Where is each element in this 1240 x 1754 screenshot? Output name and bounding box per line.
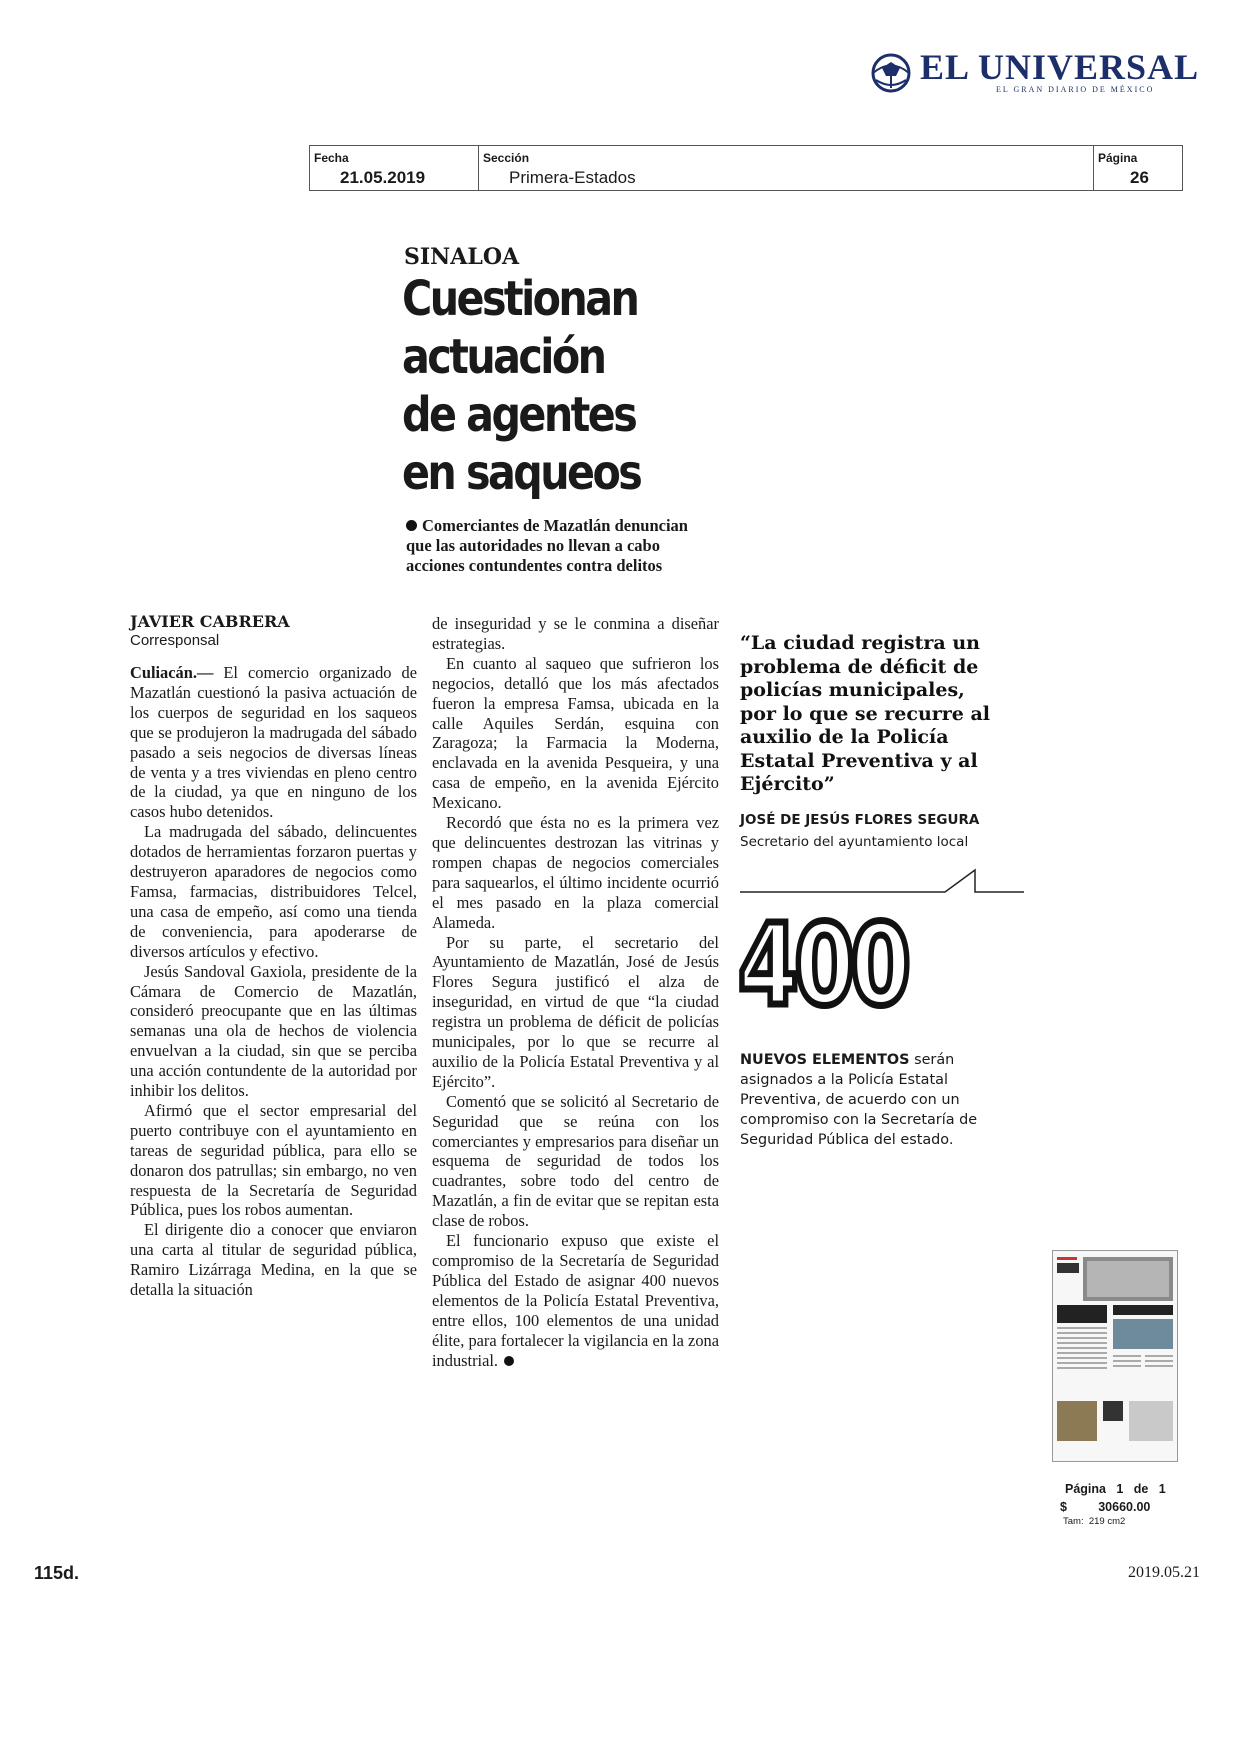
paragraph: Afirmó que el sector empresarial del puerto contribuye con el ayuntamiento en tareas de seguridad pública, para ello se donaron dos patrullas; sin embargo, no ven respuesta de la Secretaría de Seguridad Pública, pues los robos aumentan. (130, 1100, 417, 1220)
footer-date: 2019.05.21 (1128, 1564, 1200, 1581)
body-column-1 (130, 663, 417, 1300)
stat-number: 400 (738, 901, 907, 1031)
clipping-code: 115d. (34, 1563, 80, 1583)
paragraph: de inseguridad y se le conmina a diseñar estrategias. (432, 614, 719, 653)
dateline: Culiacán.— (130, 663, 214, 682)
paragraph: El dirigente dio a conocer que enviaron una carta al titular de seguridad pública, Ramiro Lizárraga Medina, en la que se detalla la situación (130, 1220, 417, 1300)
paragraph: Culiacán.— El comercio organizado de Mazatlán cuestionó la pasiva actuación de los cuerpos de seguridad en los saqueos que se produjeron la madrugada del sábado pasado a seis negocios de diversas líneas de venta y a tres viviendas en pleno centro de la ciudad, ya que en ninguno de los casos hubo detenidos. (130, 663, 417, 822)
stat-caption-text: serán asignados a la Policía Estatal Preventiva, de acuerdo con un compromiso con la Secretaría de Seguridad Pública del estado. (740, 1052, 978, 1148)
body-column-2 (432, 614, 719, 1370)
pagina-value: 26 (1130, 168, 1149, 187)
headline-line: actuación (402, 329, 605, 385)
seccion-value: Primera-Estados (509, 168, 636, 187)
paragraph: Recordó que ésta no es la primera vez que delincuentes destrozan las vitrinas y rompen chapas de negocios comerciales para saquearlos, el último incidente ocurrió el mes pasado en la plaza comercial Alameda. (432, 813, 719, 932)
paragraph: La madrugada del sábado, delincuentes dotados de herramientas forzaron puertas y destruyeron aparadores de negocios como Famsa, farmacias, distribuidores Telcel, una casa de empeño, así como una tienda de conveniencia, para apoderarse de diversos artículos y efectivo. (130, 822, 417, 961)
paragraph: Por su parte, el secretario del Ayuntamiento de Mazatlán, José de Jesús Flores Segura justificó el alza de inseguridad, en virtud de que “la ciudad registra un problema de déficit de policías municipales, por lo que se recurre al auxilio de la Policía Estatal Preventiva y al Ejército”. (432, 932, 719, 1091)
logo-wordmark: EL UNIVERSAL (920, 47, 1200, 87)
quote-author: JOSÉ DE JESÚS FLORES SEGURA (740, 812, 980, 828)
stat-caption (740, 1050, 1030, 1150)
article-headline (402, 270, 641, 502)
deck-text: Comerciantes de Mazatlán denuncian que las autoridades no llevan a cabo acciones contundentes contra delitos (406, 516, 688, 575)
fecha-label: Fecha (314, 151, 349, 165)
paragraph: El funcionario expuso que existe el compromiso de la Secretaría de Seguridad Pública del Estado de asignar 400 nuevos elementos de la Policía Estatal Preventiva, entre ellos, 100 elementos de una unidad élite, para fortalecer la vigilancia en la zona industrial. (432, 1231, 719, 1370)
byline-name: JAVIER CABRERA (130, 612, 290, 631)
article-deck (406, 516, 706, 576)
fecha-value: 21.05.2019 (340, 168, 426, 187)
divider-line (740, 868, 1024, 894)
bullet-icon (406, 520, 417, 531)
headline-line: Cuestionan (402, 271, 638, 327)
page-count: Página 1 de 1 (1065, 1482, 1166, 1496)
pull-quote: “La ciudad registra un problema de déficit de policías municipales, por lo que se recurre al auxilio de la Policía Estatal Preventiva y al Ejército” (740, 632, 991, 795)
page-thumbnail-icon (1052, 1250, 1178, 1462)
headline-line: de agentes (402, 387, 636, 443)
byline-role: Corresponsal (130, 632, 220, 649)
clipping-size: Tam: 219 cm2 (1063, 1516, 1126, 1527)
paragraph: Jesús Sandoval Gaxiola, presidente de la Cámara de Comercio de Mazatlán, consideró preocupante que en las últimas semanas una ola de hechos de violencia envuelvan a la ciudad, sin que se perciba una acción contundente de la autoridad por inhibir los delitos. (130, 961, 417, 1101)
paragraph: En cuanto al saqueo que sufrieron los negocios, detalló que los más afectados fueron la empresa Famsa, ubicada en la calle Aquiles Serdán, esquina con Zaragoza; la Farmacia la Moderna, enclavada en la avenida Pesqueira, y una casa de empeño, en la avenida Ejército Mexicano. (432, 653, 719, 813)
clipping-metadata-box (309, 145, 1183, 191)
quote-author-role: Secretario del ayuntamiento local (740, 834, 969, 850)
clipping-price: $ 30660.00 (1060, 1500, 1151, 1514)
pagina-cell (1094, 146, 1182, 190)
stat-caption-bold: NUEVOS ELEMENTOS (740, 1052, 910, 1068)
headline-line: en saqueos (402, 445, 641, 501)
end-mark-icon (504, 1356, 514, 1366)
section-kicker: SINALOA (404, 244, 520, 270)
pagina-label: Página (1098, 151, 1138, 165)
fecha-cell (310, 146, 479, 190)
eagle-globe-icon (868, 50, 914, 96)
paragraph: Comentó que se solicitó al Secretario de Seguridad que se reúna con los comerciantes y empresarios para diseñar un esquema de seguridad de todos los cuadrantes, sobre todo del centro de Mazatlán, a fin de evitar que se repitan esta clase de robos. (432, 1091, 719, 1231)
seccion-label: Sección (483, 151, 530, 165)
seccion-cell (479, 146, 1094, 190)
newspaper-logo (868, 48, 1224, 100)
logo-tagline: EL GRAN DIARIO DE MÉXICO (996, 85, 1155, 94)
